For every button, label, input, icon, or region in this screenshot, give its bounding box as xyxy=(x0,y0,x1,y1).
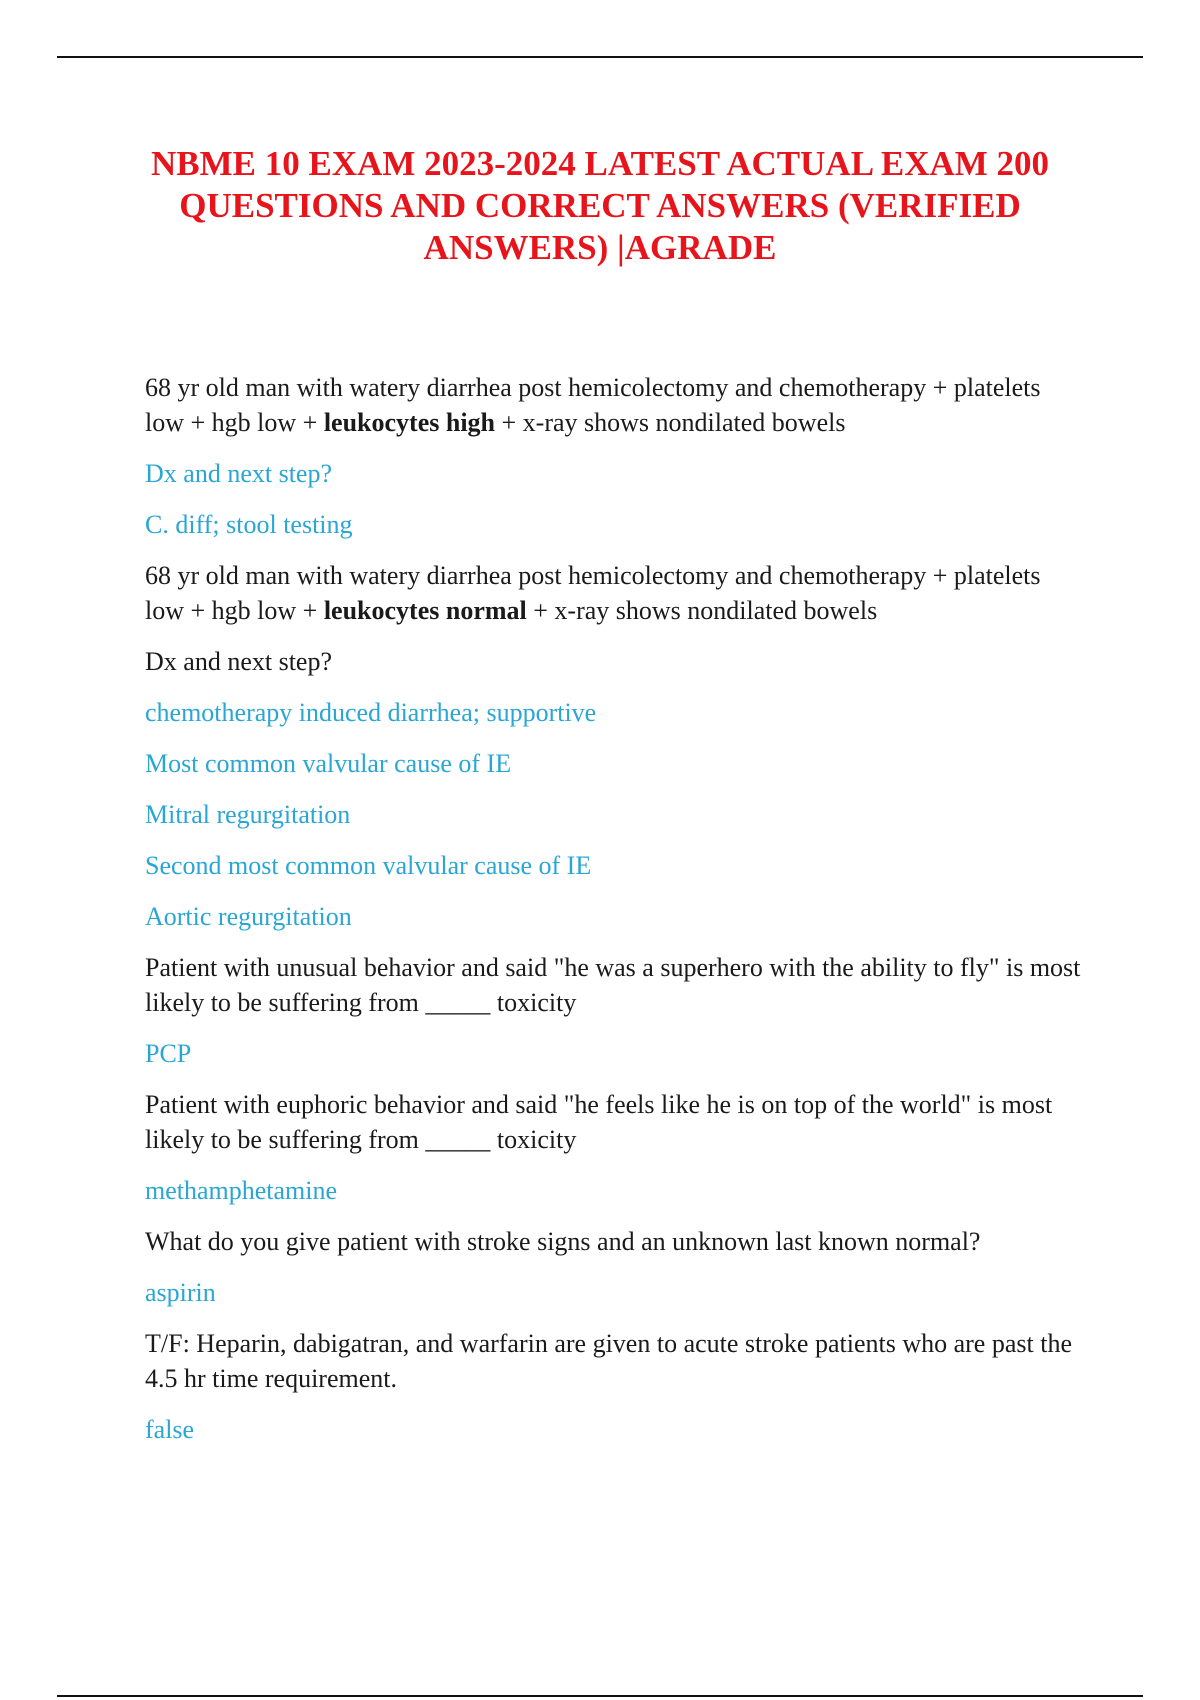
question-line: T/F: Heparin, dabigatran, and warfarin are given to acute stroke patients who are past the 4.5 hr time requirement. xyxy=(145,1329,1072,1393)
answer-line: Mitral regurgitation xyxy=(145,800,351,829)
question-text: 68 yr old man with watery diarrhea post hemicolectomy and chemotherapy + platelets low + hgb low + xyxy=(145,373,1041,437)
question-text: + x-ray shows nondilated bowels xyxy=(495,408,846,437)
question-line: Patient with unusual behavior and said "he was a superhero with the ability to fly" is most likely to be suffering from _____ toxicity xyxy=(145,953,1081,1017)
header-rule xyxy=(57,56,1143,58)
footer-rule xyxy=(57,1695,1143,1697)
question-text: 68 yr old man with watery diarrhea post hemicolectomy and chemotherapy + platelets low + hgb low + xyxy=(145,561,1041,625)
answer-line: Aortic regurgitation xyxy=(145,902,352,931)
question-line: Patient with euphoric behavior and said "he feels like he is on top of the world" is most likely to be suffering from _____ toxicity xyxy=(145,1090,1053,1154)
answer-line: false xyxy=(145,1415,195,1444)
question-2 xyxy=(145,558,1085,628)
document-title: NBME 10 EXAM 2023-2024 LATEST ACTUAL EXAM 200 QUESTIONS AND CORRECT ANSWERS (VERIFIED ANSWERS) |AGRADE xyxy=(150,144,1050,267)
answer-line: Second most common valvular cause of IE xyxy=(145,851,592,880)
question-text: + x-ray shows nondilated bowels xyxy=(526,596,878,625)
question-line: What do you give patient with stroke signs and an unknown last known normal? xyxy=(145,1227,981,1256)
answer-line: methamphetamine xyxy=(145,1176,338,1205)
answer-line: chemotherapy induced diarrhea; supportive xyxy=(145,698,597,727)
answer-line: aspirin xyxy=(145,1278,216,1307)
question-emphasis: leukocytes normal xyxy=(323,596,527,625)
answer-line: PCP xyxy=(145,1039,192,1068)
answer-line: Most common valvular cause of IE xyxy=(145,749,512,778)
question-line: Dx and next step? xyxy=(145,647,333,676)
question-emphasis: leukocytes high xyxy=(323,408,496,437)
qa-list xyxy=(145,370,1085,1463)
answer-line: Dx and next step? xyxy=(145,459,333,488)
answer-line: C. diff; stool testing xyxy=(145,510,353,539)
question-1 xyxy=(145,370,1085,440)
